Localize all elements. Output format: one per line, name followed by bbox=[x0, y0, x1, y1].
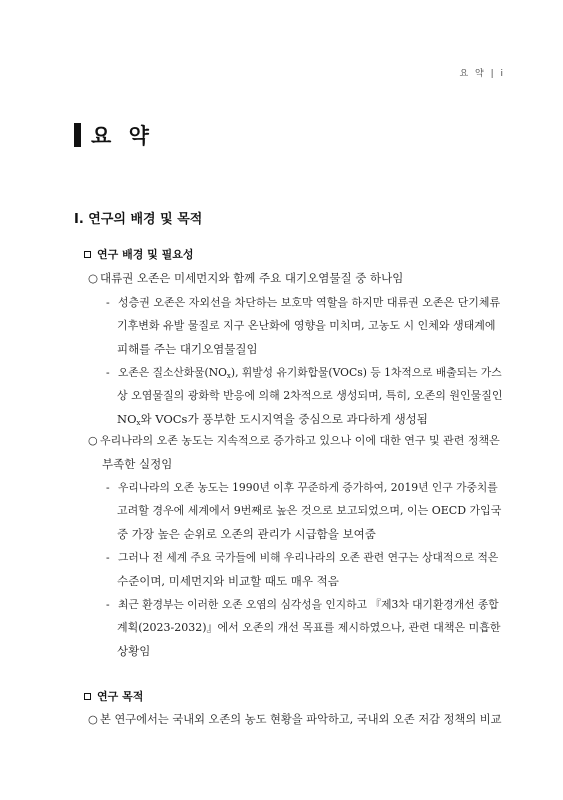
subscript: x bbox=[226, 372, 231, 380]
dash-bullet-icon: - bbox=[106, 296, 110, 309]
list-item bbox=[88, 434, 500, 448]
list-item-continued: 상황임 bbox=[117, 644, 151, 658]
list-item-text: 우리나라의 오존 농도는 지속적으로 증가하고 있으나 이에 대한 연구 및 관련 정책은 bbox=[100, 434, 500, 447]
list-item-text: 대류권 오존은 미세먼지와 함께 주요 대기오염물질 중 하나임 bbox=[100, 271, 404, 285]
circle-bullet-icon: ○ bbox=[88, 434, 98, 447]
sub-heading-background bbox=[84, 246, 194, 262]
list-item-continued: 중 가장 높은 순위로 오존의 관리가 시급함을 보여줌 bbox=[117, 527, 376, 541]
page-title-row bbox=[74, 120, 154, 150]
list-item-text: 오존은 질소산화물(NO bbox=[118, 366, 227, 379]
section-heading: Ⅰ. 연구의 배경 및 목적 bbox=[74, 212, 203, 227]
list-item bbox=[106, 551, 498, 565]
list-item-continued: 계획(2023-2032)』에서 오존의 개선 목표를 제시하였으나, 관련 대책은 미흡한 bbox=[117, 621, 501, 634]
title-bar-icon bbox=[74, 123, 81, 147]
sub-heading-label: 연구 배경 및 필요성 bbox=[97, 248, 194, 261]
list-item-continued bbox=[117, 412, 428, 430]
circle-bullet-icon: ○ bbox=[88, 713, 98, 726]
list-item-continued: 수준이며, 미세먼지와 비교할 때도 매우 적음 bbox=[117, 574, 339, 588]
list-item-text: ), 휘발성 유기화합물(VOCs) 등 1차적으로 배출되는 가스 bbox=[230, 366, 502, 379]
list-item-continued: 고려할 경우에 세계에서 9번째로 높은 것으로 보고되었으며, 이는 OECD 가입국 bbox=[117, 504, 502, 517]
subscript: x bbox=[136, 419, 141, 427]
dash-bullet-icon: - bbox=[106, 366, 110, 379]
list-item-text: NO bbox=[117, 412, 137, 426]
list-item-text: 최근 환경부는 이러한 오존 오염의 심각성을 인지하고 『제3차 대기환경개선 종합 bbox=[118, 598, 499, 611]
dash-bullet-icon: - bbox=[106, 481, 110, 494]
dash-bullet-icon: - bbox=[106, 598, 110, 611]
list-item-text: 성층권 오존은 자외선을 차단하는 보호막 역할을 하지만 대류권 오존은 단기체류 bbox=[118, 296, 501, 309]
list-item-continued: 피해를 주는 대기오염물질임 bbox=[117, 342, 258, 356]
list-item-text: 그러나 전 세계 주요 국가들에 비해 우리나라의 오존 관련 연구는 상대적으로 적은 bbox=[118, 551, 499, 564]
list-item bbox=[88, 713, 502, 727]
list-item bbox=[106, 296, 500, 310]
square-outline-icon bbox=[84, 693, 91, 700]
sub-heading-label: 연구 목적 bbox=[97, 690, 144, 703]
circle-bullet-icon: ○ bbox=[88, 271, 99, 285]
list-item bbox=[106, 481, 498, 495]
page-title: 요 약 bbox=[91, 124, 154, 148]
list-item bbox=[88, 271, 403, 285]
list-item-text: 본 연구에서는 국내외 오존의 농도 현황을 파악하고, 국내외 오존 저감 정책의 비교 bbox=[100, 713, 502, 726]
list-item-continued: 상 오염물질의 광화학 반응에 의해 2차적으로 생성되며, 특히, 오존의 원인물질인 bbox=[117, 389, 503, 402]
list-item-text: 와 VOCs가 풍부한 도시지역을 중심으로 과다하게 생성됨 bbox=[140, 412, 428, 426]
list-item-text: 우리나라의 오존 농도는 1990년 이후 꾸준하게 증가하여, 2019년 인구 가중치를 bbox=[118, 481, 498, 494]
sub-heading-purpose bbox=[84, 688, 143, 704]
square-outline-icon bbox=[84, 251, 91, 258]
list-item-continued: 기후변화 유발 물질로 지구 온난화에 영향을 미치며, 고농도 시 인체와 생태계에 bbox=[117, 319, 496, 332]
running-header: 요 약 | i bbox=[459, 69, 505, 79]
list-item-continued: 부족한 실정임 bbox=[102, 457, 173, 471]
list-item bbox=[106, 366, 502, 383]
dash-bullet-icon: - bbox=[106, 551, 110, 564]
list-item bbox=[106, 598, 499, 612]
